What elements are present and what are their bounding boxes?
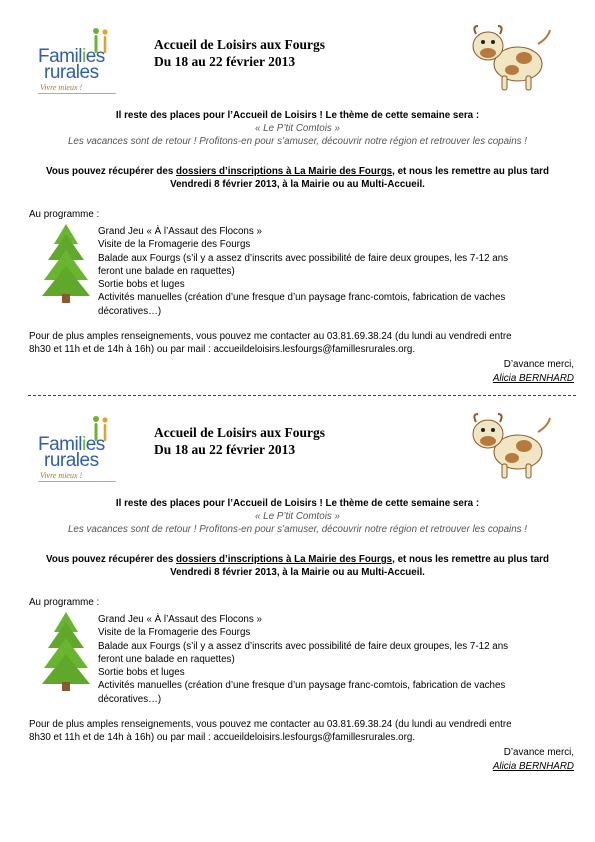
page-title bbox=[154, 424, 325, 458]
programme-item: Sortie bobs et luges bbox=[98, 279, 185, 291]
logo-tagline: Vivre mieux ! bbox=[40, 83, 83, 92]
places-text: Il reste des places pour l’Accueil de Loisirs ! Le thème de cette semaine sera : bbox=[115, 498, 480, 509]
familles-rurales-logo bbox=[34, 415, 124, 485]
theme-text: « Le P’tit Comtois » bbox=[255, 511, 340, 522]
programme-item: Grand Jeu « À l’Assaut des Flocons » bbox=[98, 614, 262, 625]
logo-word-rurales: rurales bbox=[44, 450, 99, 471]
dossiers-text: Vous pouvez récupérer des dossiers d’inscriptions à La Mairie des Fourgs, et nous les remettre au plus tard bbox=[46, 554, 549, 565]
programme-item: Activités manuelles (création d’une fresque d’un paysage franc-comtois, fabrication de vaches bbox=[98, 680, 506, 692]
dossiers-link-text: dossiers d’inscriptions à La Mairie des Fourgs bbox=[176, 166, 393, 177]
cow-icon bbox=[468, 24, 554, 94]
programme-heading: Au programme : bbox=[29, 209, 100, 220]
logo-word-familles: Families bbox=[38, 46, 105, 67]
programme-item: décoratives…) bbox=[98, 305, 162, 317]
programme-list bbox=[98, 613, 563, 706]
flyer-top bbox=[0, 0, 595, 390]
places-text: Il reste des places pour l’Accueil de Loisirs ! Le thème de cette semaine sera : bbox=[115, 110, 480, 121]
page-title bbox=[154, 36, 325, 70]
contact-text: Pour de plus amples renseignements, vous pouvez me contacter au 03.81.69.38.24 (du lundi au vendredi entre 8h30 et 11h et de 14h à 16h) ou par mail : accueildeloisirs.lesfourgs@famillesrurales.org. bbox=[29, 331, 512, 356]
deadline-text: Vendredi 8 février 2013, à la Mairie ou au Multi-Accueil. bbox=[170, 567, 425, 578]
programme-item: Sortie bobs et luges bbox=[98, 667, 185, 679]
signature-name: Alicia BERNHARD bbox=[492, 373, 574, 384]
fir-tree-icon bbox=[40, 222, 92, 304]
logo-word-familles: Families bbox=[38, 434, 105, 455]
signature bbox=[493, 746, 574, 774]
title-line-1: Accueil de Loisirs aux Fourgs bbox=[154, 425, 325, 440]
programme-item: Balade aux Fourgs (s’il y a assez d’inscrits avec possibilité de faire deux groupes, les 7-12 ans bbox=[98, 252, 509, 264]
programme-list bbox=[98, 225, 563, 318]
contact-text: Pour de plus amples renseignements, vous pouvez me contacter au 03.81.69.38.24 (du lundi au vendredi entre 8h30 et 11h et de 14h à 16h) ou par mail : accueildeloisirs.lesfourgs@famillesrurales.org. bbox=[29, 719, 512, 744]
flyer-bottom bbox=[0, 388, 595, 778]
deadline-text: Vendredi 8 février 2013, à la Mairie ou au Multi-Accueil. bbox=[170, 179, 425, 190]
signature-thanks: D’avance merci, bbox=[503, 359, 574, 370]
logo-underline bbox=[38, 481, 116, 482]
title-line-2: Du 18 au 22 février 2013 bbox=[154, 442, 296, 457]
programme-item: Visite de la Fromagerie des Fourgs bbox=[98, 627, 251, 639]
programme-item: feront une balade en raquettes) bbox=[98, 265, 235, 277]
programme-item: Activités manuelles (création d’une fresque d’un paysage franc-comtois, fabrication de vaches bbox=[98, 292, 506, 304]
vacances-text: Les vacances sont de retour ! Profitons-en pour s’amuser, découvrir notre région et retrouver les copains ! bbox=[67, 136, 528, 147]
theme-text: « Le P’tit Comtois » bbox=[255, 123, 340, 134]
signature-thanks: D’avance merci, bbox=[503, 747, 574, 758]
title-line-1: Accueil de Loisirs aux Fourgs bbox=[154, 37, 325, 52]
title-line-2: Du 18 au 22 février 2013 bbox=[154, 54, 296, 69]
programme-item: décoratives…) bbox=[98, 693, 162, 705]
programme-item: feront une balade en raquettes) bbox=[98, 653, 235, 665]
fir-tree-icon bbox=[40, 610, 92, 692]
signature bbox=[493, 358, 574, 386]
programme-item: Visite de la Fromagerie des Fourgs bbox=[98, 239, 251, 251]
dossiers-link-text: dossiers d’inscriptions à La Mairie des Fourgs bbox=[176, 554, 393, 565]
logo-underline bbox=[38, 93, 116, 94]
dossiers-text: Vous pouvez récupérer des dossiers d’inscriptions à La Mairie des Fourgs, et nous les remettre au plus tard bbox=[46, 166, 549, 177]
logo-word-rurales: rurales bbox=[44, 62, 99, 83]
programme-item: Grand Jeu « À l’Assaut des Flocons » bbox=[98, 226, 262, 237]
cow-icon bbox=[468, 412, 554, 482]
logo-tagline: Vivre mieux ! bbox=[40, 471, 83, 480]
programme-item: Balade aux Fourgs (s’il y a assez d’inscrits avec possibilité de faire deux groupes, les 7-12 ans bbox=[98, 640, 509, 652]
programme-heading: Au programme : bbox=[29, 597, 100, 608]
signature-name: Alicia BERNHARD bbox=[492, 761, 574, 772]
familles-rurales-logo bbox=[34, 27, 124, 97]
vacances-text: Les vacances sont de retour ! Profitons-en pour s’amuser, découvrir notre région et retrouver les copains ! bbox=[67, 524, 528, 535]
